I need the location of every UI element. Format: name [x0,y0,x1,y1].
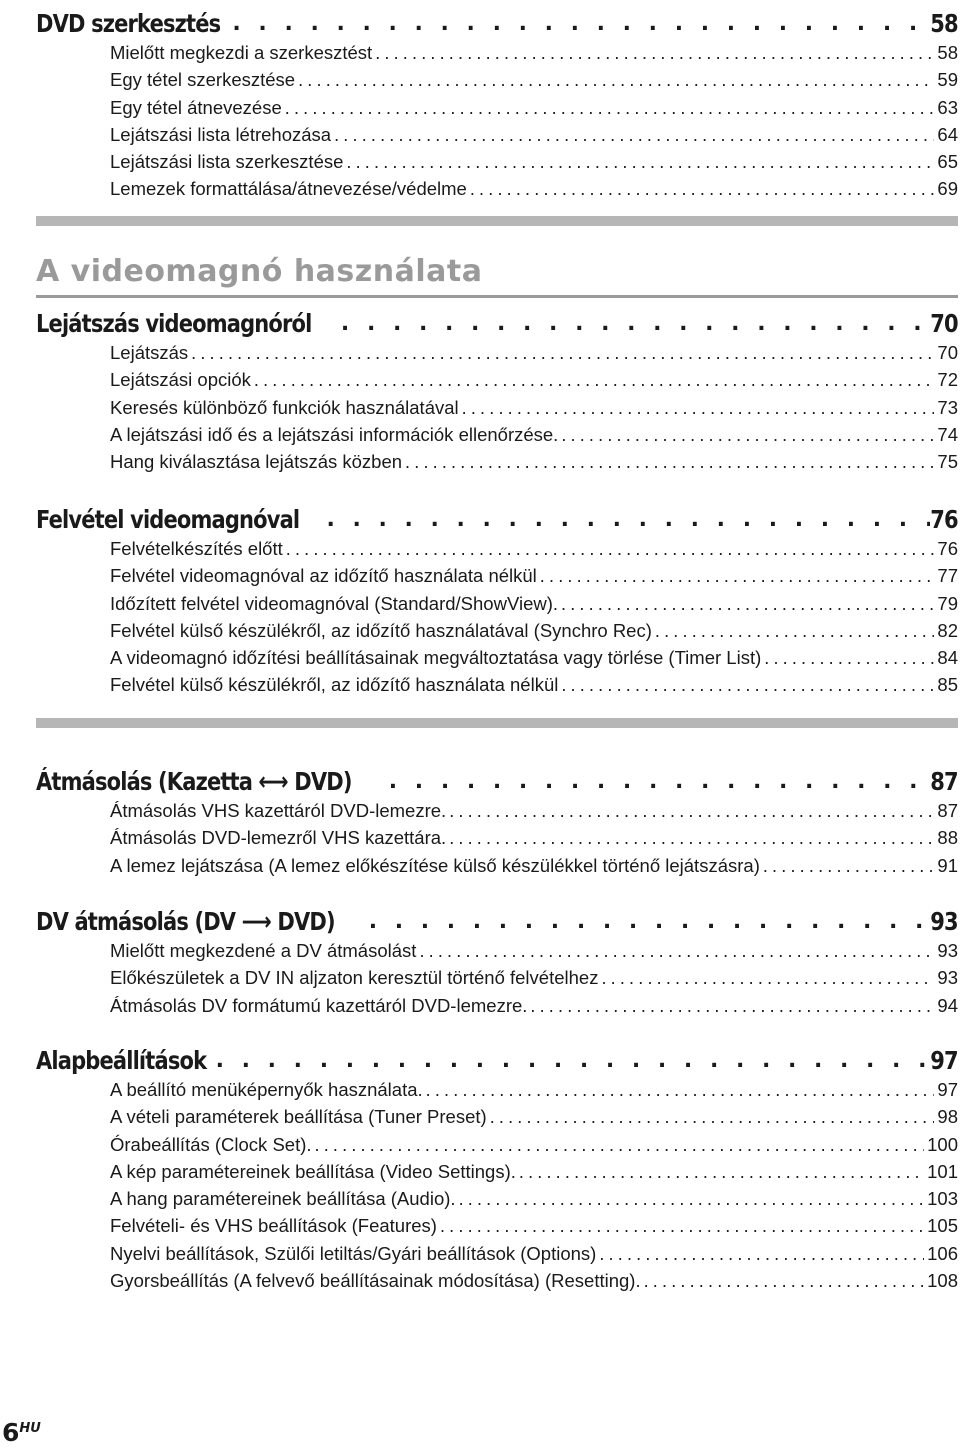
dot-leader [426,1080,935,1101]
dot-leader [530,996,934,1017]
toc-entry[interactable] [36,1079,958,1106]
toc-heading-title: Alapbeállítások [36,1045,207,1075]
toc-entry[interactable] [36,369,958,396]
toc-entry-label: Átmásolás DVD-lemezről VHS kazettára. [110,827,447,849]
toc-entry[interactable] [36,565,958,592]
toc-entry-page: 82 [937,619,958,641]
dot-leader [254,370,935,391]
dot-leader [763,856,935,877]
dot-leader [326,507,930,532]
toc-section-dv-dubbing [36,902,958,1022]
toc-heading-title: DV átmásolás (DV ⟶ DVD) [36,906,335,936]
dot-leader [540,566,935,587]
dot-leader [644,1271,925,1292]
dot-leader [449,801,934,822]
toc-heading[interactable] [36,902,958,940]
toc-entry-page: 93 [937,940,958,961]
toc-heading[interactable] [36,1041,958,1079]
toc-section-dubbing [36,762,958,882]
toc-entry-label: Időzített felvétel videomagnóval (Standard/ShowView). [110,592,559,614]
toc-entry-label: Előkészületek a DV IN aljzaton keresztül történő felvételhez [110,967,599,989]
toc-heading[interactable] [36,762,958,800]
toc-entry-page: 85 [937,674,958,696]
toc-entry-label: Felvételi- és VHS beállítások (Features) [110,1215,437,1237]
toc-entry-page: 105 [927,1215,958,1237]
toc-entry[interactable] [36,827,958,854]
dot-leader [286,539,935,560]
toc-heading-title: Felvétel videomagnóval [36,504,300,534]
toc-heading[interactable] [36,500,958,538]
dot-leader [389,769,930,794]
toc-entry[interactable] [36,124,958,151]
toc-entry[interactable] [36,397,958,424]
toc-entry-label: Lejátszási lista létrehozása [110,123,332,145]
part-title: A videomagnó használata [36,254,483,289]
toc-entry-page: 64 [937,123,958,145]
toc-entry[interactable] [36,1243,958,1270]
toc-entry-page: 72 [937,369,958,391]
toc-entry[interactable] [36,1106,958,1133]
toc-entry-page: 108 [927,1270,958,1292]
toc-entry[interactable] [36,42,958,69]
toc-heading-page: 76 [930,504,958,534]
toc-entry-page: 65 [937,151,958,173]
toc-entry-page: 84 [937,647,958,669]
toc-heading-page: 93 [930,906,958,936]
dot-leader [440,1216,924,1237]
toc-entry-label: A kép paramétereinek beállítása (Video Settings). [110,1160,516,1182]
toc-entry-label: A vételi paraméterek beállítása (Tuner Preset) [110,1106,487,1128]
toc-section-settings [36,1041,958,1297]
toc-entry[interactable] [36,424,958,451]
toc-entry-label: Egy tétel szerkesztése [110,69,296,91]
toc-entry-label: Keresés különböző funkciók használatával [110,396,459,418]
toc-entry[interactable] [36,97,958,124]
toc-heading-page: 97 [930,1045,958,1075]
dot-leader [599,1244,924,1265]
toc-section-dvd-editing [36,4,958,206]
toc-entry[interactable] [36,1270,958,1297]
dot-leader [561,425,934,446]
toc-entry-page: 70 [937,342,958,363]
toc-entry[interactable] [36,620,958,647]
toc-entry-page: 69 [937,178,958,200]
toc-heading-title: Lejátszás videomagnóról [36,308,312,338]
toc-entry-page: 101 [927,1160,958,1182]
toc-heading-page: 58 [930,8,958,38]
toc-entry-label: Felvétel videomagnóval az időzítő használata nélkül [110,565,537,587]
toc-entry-label: Felvétel külső készülékről, az időzítő használatával (Synchro Rec) [110,619,652,641]
dot-leader [459,1189,925,1210]
toc-entry[interactable] [36,151,958,178]
double-arrow-icon: ⟷ [258,766,288,796]
toc-entry-page: 88 [937,827,958,849]
dot-leader [216,1048,931,1073]
toc-entry-label: Lejátszási opciók [110,369,251,391]
toc-entry[interactable] [36,342,958,369]
toc-entry-page: 58 [937,42,958,63]
language-code: HU [19,1421,41,1436]
dot-leader [490,1107,935,1128]
toc-entry-label: Hang kiválasztása lejátszás közben [110,451,403,473]
dot-leader [470,179,935,200]
toc-entry-page: 94 [937,994,958,1016]
dot-leader [346,152,934,173]
page-number-value: 6 [2,1418,20,1447]
toc-entry-page: 74 [937,423,958,445]
toc-entry-page: 106 [927,1242,958,1264]
dot-leader [191,343,934,364]
dot-leader [462,398,935,419]
toc-entry[interactable] [36,1134,958,1161]
toc-entry[interactable] [36,800,958,827]
toc-heading-page: 87 [930,766,958,796]
section-divider [36,718,958,728]
toc-entry-page: 87 [937,800,958,821]
dot-leader [334,125,934,146]
toc-entry[interactable] [36,855,958,882]
toc-entry[interactable] [36,674,958,701]
toc-entry-label: A hang paramétereinek beállítása (Audio). [110,1188,456,1210]
toc-entry-label: Lejátszási lista szerkesztése [110,151,344,173]
dot-leader [298,70,934,91]
dot-leader [315,1135,925,1156]
toc-entry[interactable] [36,940,958,967]
dot-leader [285,98,935,119]
toc-entry[interactable] [36,995,958,1022]
toc-entry-label: Átmásolás DV formátumú kazettáról DVD-lemezre. [110,994,528,1016]
dot-leader [232,11,930,36]
toc-entry[interactable] [36,538,958,565]
part-title-rule [36,295,958,298]
dot-leader [655,621,935,642]
toc-heading-title: Átmásolás (Kazetta ⟷ DVD) [36,766,352,796]
toc-entry-page: 93 [937,967,958,989]
toc-entry-page: 91 [937,854,958,876]
toc-entry[interactable] [36,451,958,478]
toc-section-vcr-recording [36,500,958,702]
section-divider [36,216,958,226]
toc-entry-label: Felvételkészítés előtt [110,538,283,559]
dot-leader [449,828,934,849]
toc-entry-page: 98 [937,1106,958,1128]
toc-entry-label: A videomagnó időzítési beállításainak megváltoztatása vagy törlése (Timer List) [110,647,762,669]
toc-entry-page: 77 [937,565,958,587]
toc-entry-label: Nyelvi beállítások, Szülői letiltás/Gyári beállítások (Options) [110,1242,597,1264]
dot-leader [369,909,931,934]
toc-entry-label: A lemez lejátszása (A lemez előkészítése külső készülékkel történő lejátszásra) [110,854,760,876]
dot-leader [405,452,934,473]
toc-entry[interactable] [36,967,958,994]
toc-entry[interactable] [36,178,958,205]
toc-entry-page: 63 [937,96,958,118]
toc-entry[interactable] [36,1188,958,1215]
toc-entry[interactable] [36,69,958,96]
toc-entry-page: 97 [937,1079,958,1100]
toc-heading[interactable] [36,4,958,42]
dot-leader [561,594,934,615]
toc-entry-page: 79 [937,592,958,614]
toc-entry-label: A lejátszási idő és a lejátszási információk ellenőrzése. [110,423,559,445]
dot-leader [419,941,934,962]
toc-entry[interactable] [36,1161,958,1188]
dot-leader [561,675,934,696]
page-number [2,1418,41,1447]
toc-entry[interactable] [36,1215,958,1242]
toc-entry-label: Órabeállítás (Clock Set). [110,1133,312,1155]
dot-leader [519,1162,924,1183]
toc-entry-page: 75 [937,451,958,473]
toc-entry-label: Mielőtt megkezdené a DV átmásolást [110,940,417,961]
dot-leader [601,968,934,989]
toc-entry-label: Mielőtt megkezdi a szerkesztést [110,42,373,63]
toc-entry-page: 100 [927,1133,958,1155]
toc-entry[interactable] [36,647,958,674]
toc-entry-label: Gyorsbeállítás (A felvevő beállításainak módosítása) (Resetting). [110,1270,641,1292]
toc-entry-label: A beállító menüképernyők használata. [110,1079,423,1100]
toc-entry-page: 73 [937,396,958,418]
toc-entry-page: 59 [937,69,958,91]
dot-leader [764,648,934,669]
dot-leader [341,311,930,336]
toc-section-vcr-playback [36,304,958,478]
toc-entry-label: Egy tétel átnevezése [110,96,282,118]
toc-entry-label: Lejátszás [110,342,189,363]
toc-heading-page: 70 [930,308,958,338]
arrow-right-icon: ⟶ [241,906,271,936]
toc-heading-title: DVD szerkesztés [36,8,221,38]
toc-heading[interactable] [36,304,958,342]
toc-entry-label: Átmásolás VHS kazettáról DVD-lemezre. [110,800,447,821]
toc-entry-label: Lemezek formattálása/átnevezése/védelme [110,178,467,200]
toc-entry-page: 76 [937,538,958,559]
dot-leader [375,43,934,64]
toc-entry[interactable] [36,593,958,620]
toc-entry-label: Felvétel külső készülékről, az időzítő használata nélkül [110,674,559,696]
toc-entry-page: 103 [927,1188,958,1210]
